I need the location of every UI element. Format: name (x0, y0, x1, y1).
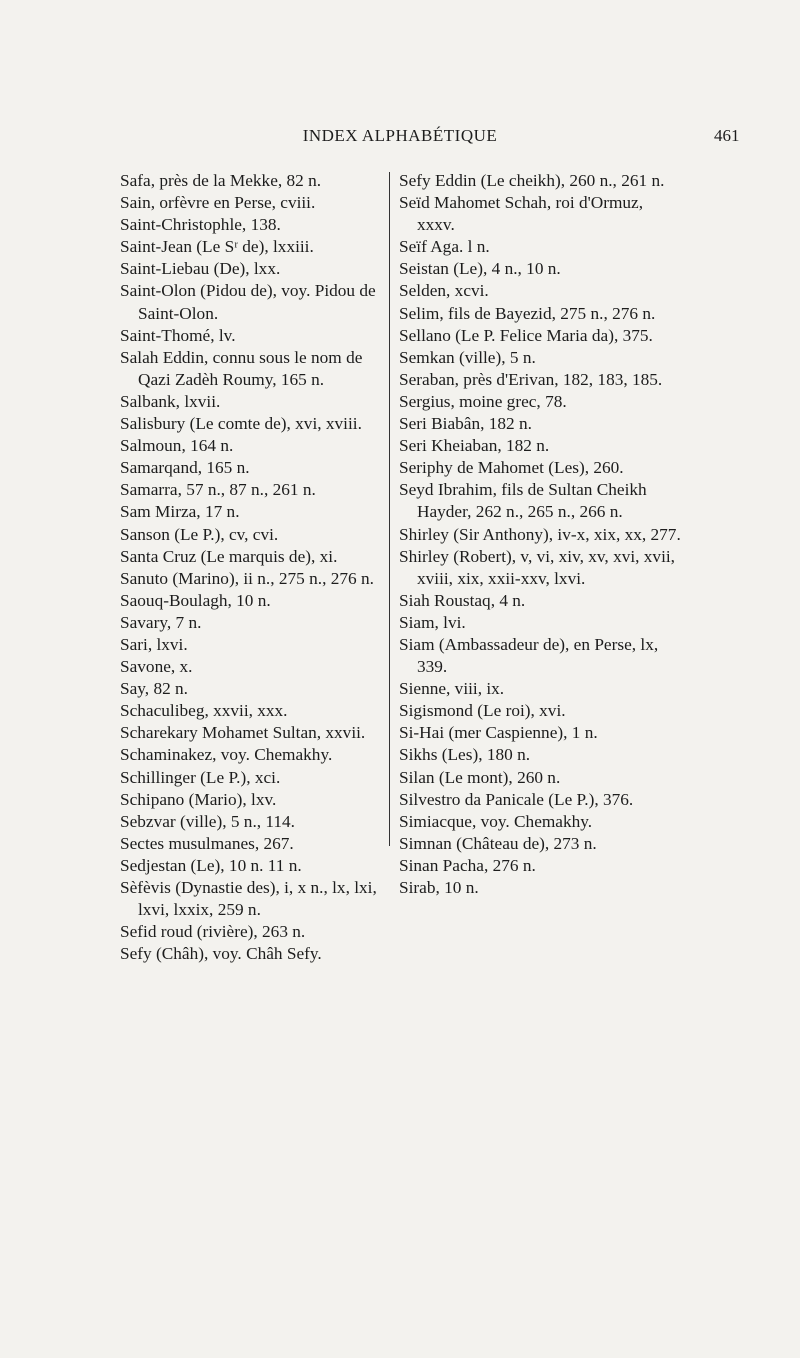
index-entry: Schipano (Mario), lxv. (120, 789, 277, 809)
index-entry: Sedjestan (Le), 10 n. 11 n. (120, 855, 302, 875)
index-entry: Seïd Mahomet Schah, roi d'Ormuz, xxxv. (399, 193, 644, 235)
running-header (0, 126, 800, 156)
index-entry: Silan (Le mont), 260 n. (399, 767, 561, 787)
index-entry: Sain, orfèvre en Perse, cviii. (120, 193, 316, 213)
index-entry: Schaminakez, voy. Chemakhy. (120, 745, 333, 765)
index-entry: Simiacque, voy. Chemakhy. (399, 811, 593, 831)
index-entry: Savone, x. (120, 657, 193, 677)
index-entry: Saint-Thomé, lv. (120, 325, 236, 345)
index-entry: Sebzvar (ville), 5 n., 114. (120, 811, 296, 831)
index-entry: Seri Biabân, 182 n. (399, 414, 532, 434)
index-entry: Schillinger (Le P.), xci. (120, 767, 281, 787)
index-entry: Semkan (ville), 5 n. (399, 347, 536, 367)
index-entry: Seraban, près d'Erivan, 182, 183, 185. (399, 369, 663, 389)
index-entry: Simnan (Château de), 273 n. (399, 833, 597, 853)
index-entry: Salmoun, 164 n. (120, 436, 234, 456)
index-entry: Sikhs (Les), 180 n. (399, 745, 531, 765)
index-entry: Sectes musulmanes, 267. (120, 833, 294, 853)
running-title: INDEX ALPHABÉTIQUE (302, 126, 498, 145)
column-divider (389, 172, 390, 846)
index-entry: Selden, xcvi. (399, 281, 489, 301)
index-entry: Sefid roud (rivière), 263 n. (120, 922, 306, 942)
index-entry: Santa Cruz (Le marquis de), xi. (120, 546, 338, 566)
index-entry: Si-Hai (mer Caspienne), 1 n. (399, 723, 598, 743)
index-entry: Sanuto (Marino), ii n., 275 n., 276 n. (120, 568, 374, 588)
index-entry: Sergius, moine grec, 78. (399, 391, 567, 411)
index-entry: Seïf Aga. l n. (399, 237, 490, 257)
index-entry: Seri Kheiaban, 182 n. (399, 436, 550, 456)
index-entry: Salisbury (Le comte de), xvi, xviii. (120, 414, 362, 434)
index-entry: Selim, fils de Bayezid, 275 n., 276 n. (399, 303, 656, 323)
index-entry: Sefy (Châh), voy. Châh Sefy. (120, 944, 322, 964)
left-index-column (120, 170, 378, 965)
index-entry: Saouq-Boulagh, 10 n. (120, 590, 271, 610)
index-entry: Salbank, lxvii. (120, 391, 221, 411)
index-entry: Schaculibeg, xxvii, xxx. (120, 701, 288, 721)
index-entry: Sirab, 10 n. (399, 878, 479, 897)
index-entry: Scharekary Mohamet Sultan, xxvii. (120, 723, 366, 743)
index-entry: Sari, lxvi. (120, 634, 188, 654)
index-entry: Samarra, 57 n., 87 n., 261 n. (120, 480, 316, 500)
index-entry: Sefy Eddin (Le cheikh), 260 n., 261 n. (399, 171, 665, 190)
index-entry: Siam (Ambassadeur de), en Perse, lx, 339. (399, 634, 659, 677)
page-number: 461 (714, 126, 740, 145)
index-entry: Samarqand, 165 n. (120, 458, 250, 478)
index-entry: Saint-Olon (Pidou de), voy. Pidou de Saint-Olon. (120, 281, 376, 323)
index-entry: Silvestro da Panicale (Le P.), 376. (399, 789, 634, 809)
index-entry: Sellano (Le P. Felice Maria da), 375. (399, 325, 653, 345)
index-entry: Shirley (Sir Anthony), iv-x, xix, xx, 277. (399, 524, 681, 544)
index-entry: Seriphy de Mahomet (Les), 260. (399, 458, 624, 478)
right-index-column (399, 170, 685, 899)
index-entry: Siah Roustaq, 4 n. (399, 590, 526, 610)
index-entry: Sienne, viii, ix. (399, 679, 505, 699)
index-entry: Seistan (Le), 4 n., 10 n. (399, 259, 561, 279)
index-entry: Saint-Jean (Le Sʳ de), lxxiii. (120, 237, 314, 257)
index-entry: Saint-Liebau (De), lxx. (120, 259, 281, 279)
index-entry: Sinan Pacha, 276 n. (399, 855, 536, 875)
index-entry: Sam Mirza, 17 n. (120, 502, 240, 522)
index-entry: Sanson (Le P.), cv, cvi. (120, 524, 279, 544)
index-entry: Sigismond (Le roi), xvi. (399, 701, 566, 721)
index-entry: Saint-Christophle, 138. (120, 215, 281, 235)
index-entry: Say, 82 n. (120, 679, 189, 699)
index-entry: Shirley (Robert), v, vi, xiv, xv, xvi, xvii, xviii, xix, xxii-xxv, lxvi. (399, 546, 675, 588)
index-entry: Savary, 7 n. (120, 612, 202, 632)
index-entry: Sèfèvis (Dynastie des), i, x n., lx, lxi, lxvi, lxxix, 259 n. (120, 878, 377, 920)
index-entry: Siam, lvi. (399, 612, 466, 632)
index-entry: Salah Eddin, connu sous le nom de Qazi Zadèh Roumy, 165 n. (120, 347, 363, 389)
index-entry: Safa, près de la Mekke, 82 n. (120, 171, 322, 190)
index-entry: Seyd Ibrahim, fils de Sultan Cheikh Hayder, 262 n., 265 n., 266 n. (399, 480, 647, 522)
